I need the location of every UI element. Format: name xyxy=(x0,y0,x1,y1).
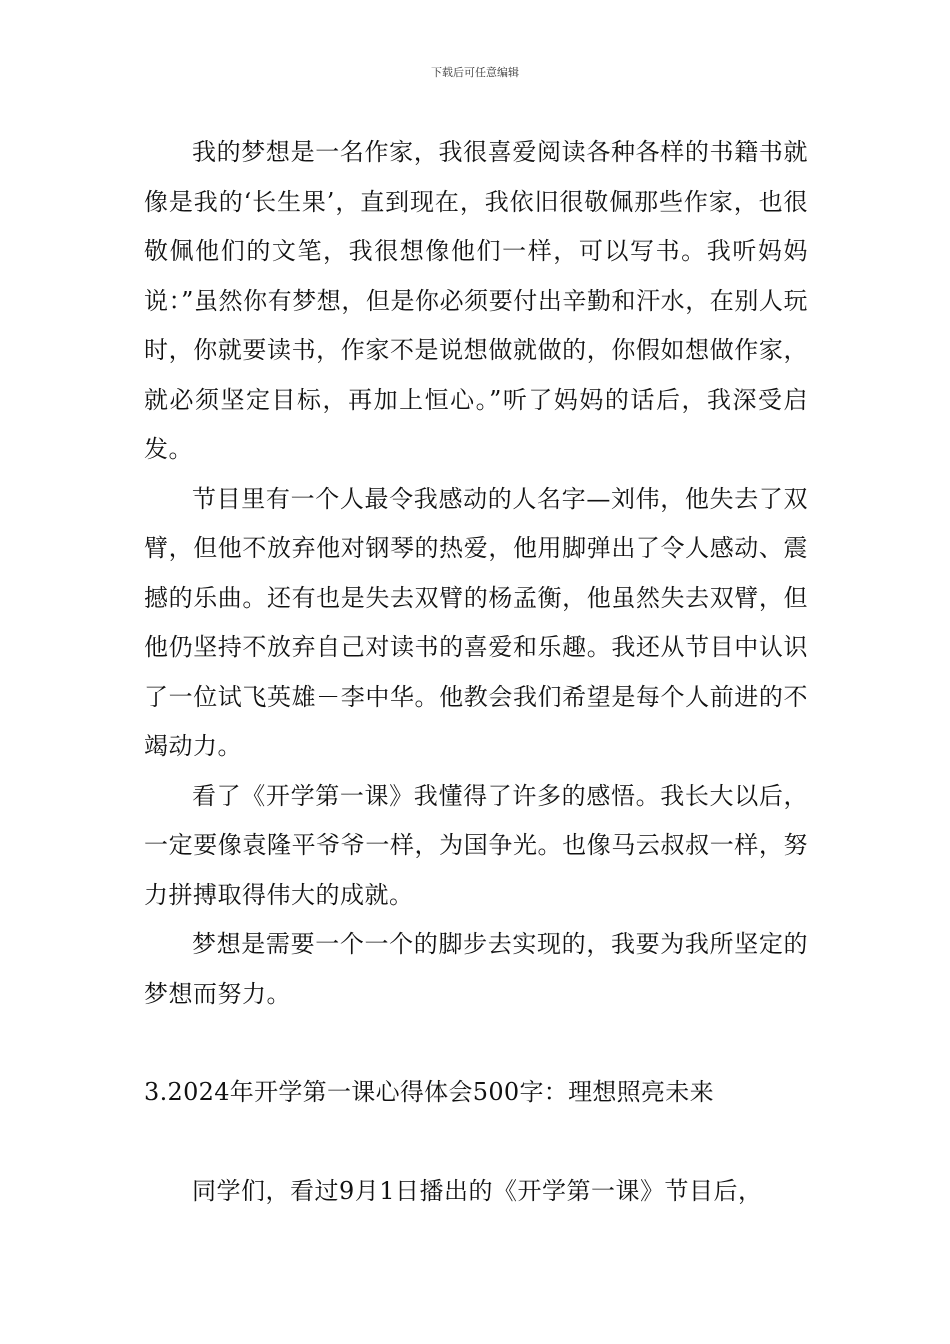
paragraph-insights: 看了《开学第一课》我懂得了许多的感悟。我长大以后，一定要像袁隆平爷爷一样，为国争光。也像马云叔叔一样，努力拼搏取得伟大的成就。 xyxy=(144,781,808,909)
paragraph-liu-wei: 节目里有一个人最令我感动的人名字—刘伟，他失去了双臂，但他不放弃他对钢琴的热爱，他用脚弹出了令人感动、震撼的乐曲。还有也是失去双臂的杨孟衡，他虽然失去双臂，但他仍坚持不放弃自己对读书的喜爱和乐趣。我还从节目中认识了一位试飞英雄－李中华。他教会我们希望是每个人前进的不竭动力。 xyxy=(144,484,808,760)
download-note-header: 下载后可任意编辑 xyxy=(431,66,519,79)
document-body xyxy=(144,128,808,1216)
paragraph-section-start: 同学们，看过9月1日播出的《开学第一课》节目后， xyxy=(192,1176,763,1205)
paragraph-dream-writer: 我的梦想是一名作家，我很喜爱阅读各种各样的书籍书就像是我的‘长生果’，直到现在，我依旧很敬佩那些作家，也很敬佩他们的文笔，我很想像他们一样，可以写书。我听妈妈说：”虽然你有梦想，但是你必须要付出辛勤和汗水，在别人玩时，你就要读书，作家不是说想做就做的，你假如想做作家，就必须坚定目标，再加上恒心。”听了妈妈的话后，我深受启发。 xyxy=(144,138,808,463)
section-heading: 3.2024年开学第一课心得体会500字：理想照亮未来 xyxy=(144,1078,714,1106)
paragraph-dream-steps: 梦想是需要一个一个的脚步去实现的，我要为我所坚定的梦想而努力。 xyxy=(144,930,808,1008)
